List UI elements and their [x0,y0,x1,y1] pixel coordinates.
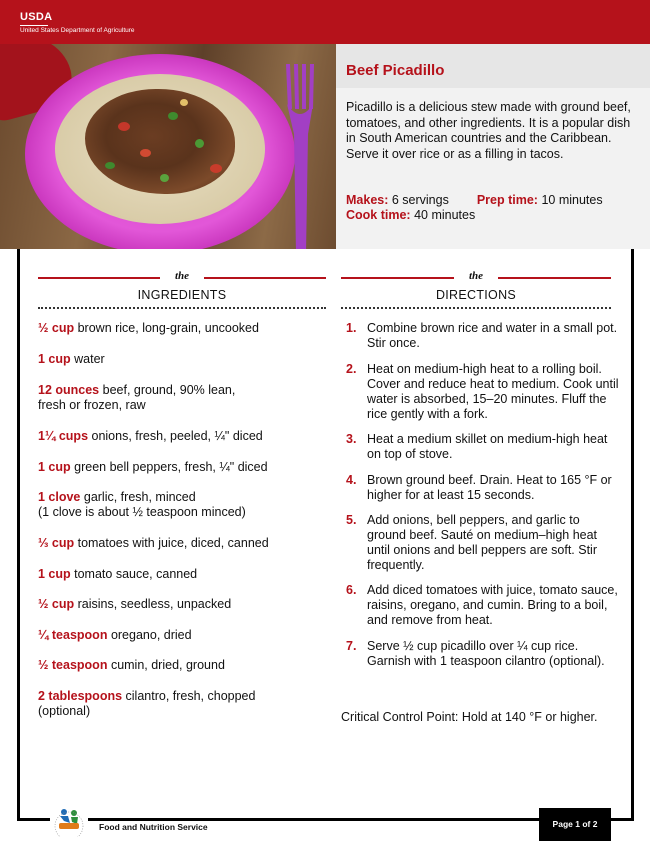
ingredient-item: 2 tablespoons cilantro, fresh, chopped (optional) [38,689,256,718]
page-indicator: Page 1 of 2 [539,808,611,841]
ingredients-heading: INGREDIENTS [137,288,227,302]
ingredient-item: ⅓ cup tomatoes with juice, diced, canned [38,536,269,550]
ingredients-the: the [174,270,190,282]
ingredient-item: 1 cup green bell peppers, fresh, ¼" diced [38,460,268,474]
food-nutrition-service: Food and Nutrition Service [99,822,208,832]
direction-step: 2. Heat on medium-high heat to a rolling boil. Cover and reduce heat to medium. Cook until water is absorbed, 15–20 minutes. Fluff the rice gently with a fork. [346,362,619,421]
team-nutrition-icon [50,807,88,837]
direction-step: 6. Add diced tomatoes with juice, tomato sauce, raisins, oregano, and cumin. Bring to a boil, and remove from heat. [346,583,618,627]
usda-dept-name: United States Department of Agriculture [20,27,135,34]
makes-label: Makes: [346,193,389,207]
ingredients-header [38,268,326,310]
makes-value: 6 servings [388,193,449,207]
dish-photo [0,44,336,249]
directions-heading: DIRECTIONS [435,288,517,302]
ingredient-item: ½ cup raisins, seedless, unpacked [38,597,232,611]
usda-header-bar [0,0,650,44]
usda-abbr: USDA [20,11,53,23]
ingredient-item: ½ cup brown rice, long-grain, uncooked [38,321,259,335]
direction-step: 4. Brown ground beef. Drain. Heat to 165 °F or higher for at least 15 seconds. [346,473,612,502]
prep-label: Prep time: [476,193,538,207]
prep-value: 10 minutes [537,193,603,207]
recipe-intro: Picadillo is a delicious stew made with ground beef, tomatoes, and other ingredients. It is a popular dish in South American countries and the Caribbean. Serve it over rice or as a filling in tacos. [346,100,631,161]
critical-control-point: Critical Control Point: Hold at 140 °F or higher. [341,710,598,724]
directions-header [341,268,611,310]
directions-the: the [468,270,484,282]
ingredient-item: 12 ounces beef, ground, 90% lean, fresh or frozen, raw [38,383,236,412]
direction-step: 5. Add onions, bell peppers, and garlic to ground beef. Sauté on medium–high heat until onions and bell peppers are soft. Stir frequently. [346,513,598,572]
recipe-title: Beef Picadillo [346,62,445,79]
ingredient-item: 1 cup tomato sauce, canned [38,567,198,581]
recipe-meta [346,193,603,223]
team-nutrition-logo [50,807,88,837]
ingredient-item: 1 cup water [38,352,105,366]
ingredient-item: ½ teaspoon cumin, dried, ground [38,658,225,672]
intro-panel [336,88,650,249]
cook-label: Cook time: [346,208,411,222]
cook-value: 40 minutes [410,208,476,222]
ingredient-item: ¼ teaspoon oregano, dried [38,628,192,642]
fork-icon [282,64,322,249]
direction-step: 7. Serve ½ cup picadillo over ¼ cup rice. Garnish with 1 teaspoon cilantro (optional). [346,639,605,668]
direction-step: 3. Heat a medium skillet on medium-high heat on top of stove. [346,432,608,461]
direction-step: 1. Combine brown rice and water in a small pot. Stir once. [346,321,618,350]
ingredient-item: 1¼ cups onions, fresh, peeled, ¼" diced [38,429,263,443]
ingredient-item: 1 clove garlic, fresh, minced (1 clove is about ½ teaspoon minced) [38,490,246,519]
usda-logo [20,12,135,35]
